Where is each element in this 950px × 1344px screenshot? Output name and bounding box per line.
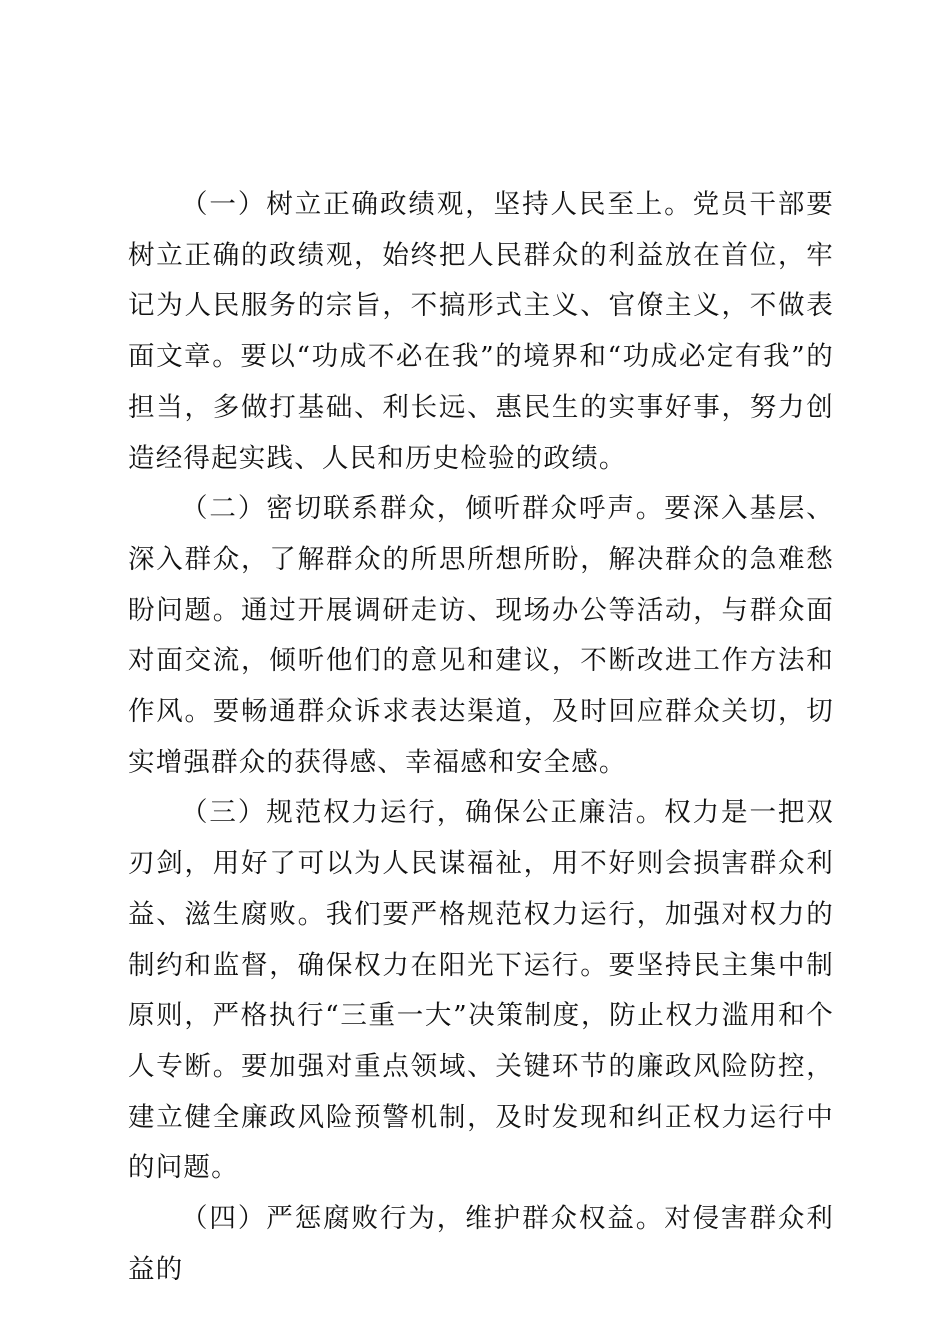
paragraph-1-text: 党员干部要树立正确的政绩观，始终把人民群众的利益放在首位，牢记为人民服务的宗旨，不搞形式主义、官僚主义，不做表面文章。要以“功成不必在我”的境界和“功成必定有我”的担当，多做打基础、利长远、惠民生的实事好事，努力创造经得起实践、人民和历史检验的政绩。: [128, 189, 834, 474]
paragraph-4: [128, 1194, 834, 1295]
paragraph-1: [128, 180, 834, 484]
paragraph-4-heading: （四）严惩腐败行为，维护群众权益。: [181, 1203, 665, 1235]
paragraph-2-text: 要深入基层、深入群众，了解群众的所思所想所盼，解决群众的急难愁盼问题。通过开展调研走访、现场办公等活动，与群众面对面交流，倾听他们的意见和建议，不断改进工作方法和作风。要畅通群众诉求表达渠道，及时回应群众关切，切实增强群众的获得感、幸福感和安全感。: [128, 493, 834, 778]
paragraph-3-text: 权力是一把双刃剑，用好了可以为人民谋福祉，用不好则会损害群众利益、滋生腐败。我们要严格规范权力运行，加强对权力的制约和监督，确保权力在阳光下运行。要坚持民主集中制原则，严格执行“三重一大”决策制度，防止权力滥用和个人专断。要加强对重点领域、关键环节的廉政风险防控，建立健全廉政风险预警机制，及时发现和纠正权力运行中的问题。: [128, 797, 834, 1184]
paragraph-4-text: 对侵害群众利益的: [128, 1203, 834, 1285]
document-body: [128, 180, 834, 1295]
paragraph-1-heading: （一）树立正确政绩观，坚持人民至上。: [181, 189, 693, 220]
paragraph-2-heading: （二）密切联系群众，倾听群众呼声。: [181, 493, 665, 525]
paragraph-3-heading: （三）规范权力运行，确保公正廉洁。: [181, 797, 665, 829]
paragraph-2: [128, 484, 834, 788]
paragraph-3: [128, 788, 834, 1194]
